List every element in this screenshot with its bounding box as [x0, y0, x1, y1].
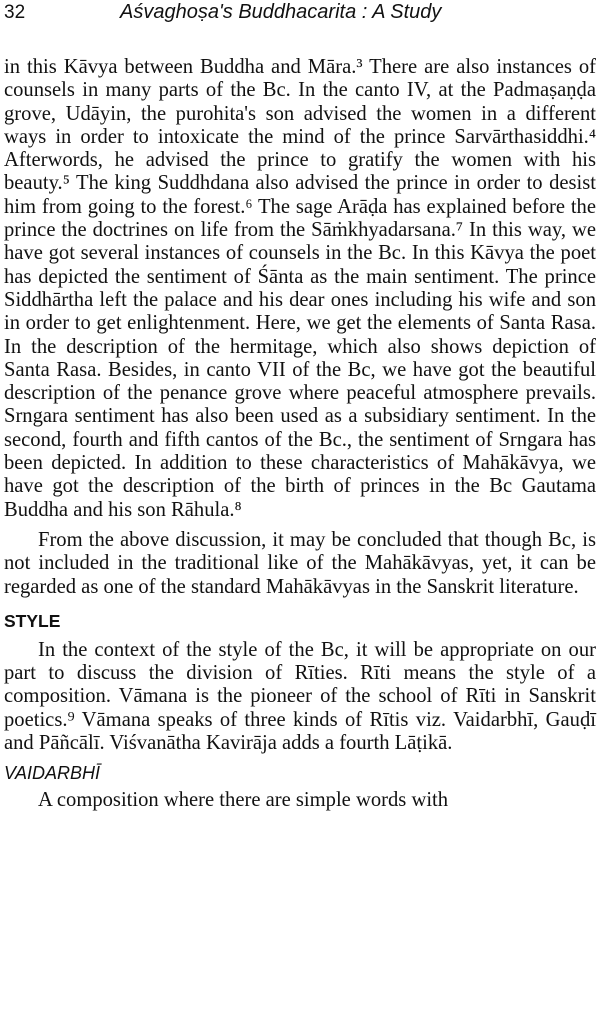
- section-heading-vaidarbhi: VAIDARBHĪ: [4, 763, 101, 784]
- running-title: Aśvaghoṣa's Buddhacarita : A Study: [120, 1, 442, 23]
- paragraph-gap: [4, 522, 596, 529]
- paragraph-kavya-counsels: in this Kāvya between Buddha and Māra.³ There are also instances of counsels in many parts of the Bc. In the canto IV, at the Padmaṣaṇḍa grove, Udāyin, the purohita's son advised the women in a different ways in order to intoxicate the mind of the prince Sarvārthasiddhi.⁴ Afterwords, he advised the prince to gratify the women with his beauty.⁵ The king Suddhdana also advised the prince in order to desist him from going to the forest.⁶ The sage Arāḍa has explained before the prince the doctrines on life from the Sāṁkhyadarsana.⁷ In this way, we have got several instances of counsels in the Bc. In this Kāvya the poet has depicted the sentiment of Śānta as the main sentiment. The prince Siddhārtha left the palace and his dear ones including his wife and son in order to get enlightenment. Here, we get the elements of Santa Rasa. In the description of the hermitage, which also shows depiction of Santa Rasa. Besides, in canto VII of the Bc, we have got the beautiful description of the penance grove where peaceful atmosphere prevails. Srngara sentiment has also been used as a subsidiary sentiment. In the second, fourth and fifth cantos of the Bc., the sentiment of Srngara has been depicted. In addition to these characteristics of Mahākāvya, we have got the description of the birth of princes in the Bc Gautama Buddha and his son Rāhula.⁸: [4, 56, 596, 521]
- paragraph-conclusion: From the above discussion, it may be concluded that though Bc, is not included in the traditional like of the Mahākāvyas, yet, it can be regarded as one of the standard Mahākāvyas in the Sanskrit literature.: [4, 528, 596, 598]
- page-header: [0, 0, 600, 30]
- page-number: 32: [4, 2, 26, 23]
- paragraph-vaidarbhi-start: A composition where there are simple words with: [38, 789, 449, 812]
- section-heading-style: STYLE: [4, 610, 61, 631]
- paragraph-riti: In the context of the style of the Bc, it will be appropriate on our part to discuss the division of Rīties. Rīti means the style of a composition. Vāmana is the pioneer of the school of Rīti in Sanskrit poetics.⁹ Vāmana speaks of three kinds of Rītis viz. Vaidarbhī, Gauḍī and Pāñcālī. Viśvanātha Kavirāja adds a fourth Lāṭikā.: [4, 638, 596, 755]
- body-text: [4, 56, 596, 813]
